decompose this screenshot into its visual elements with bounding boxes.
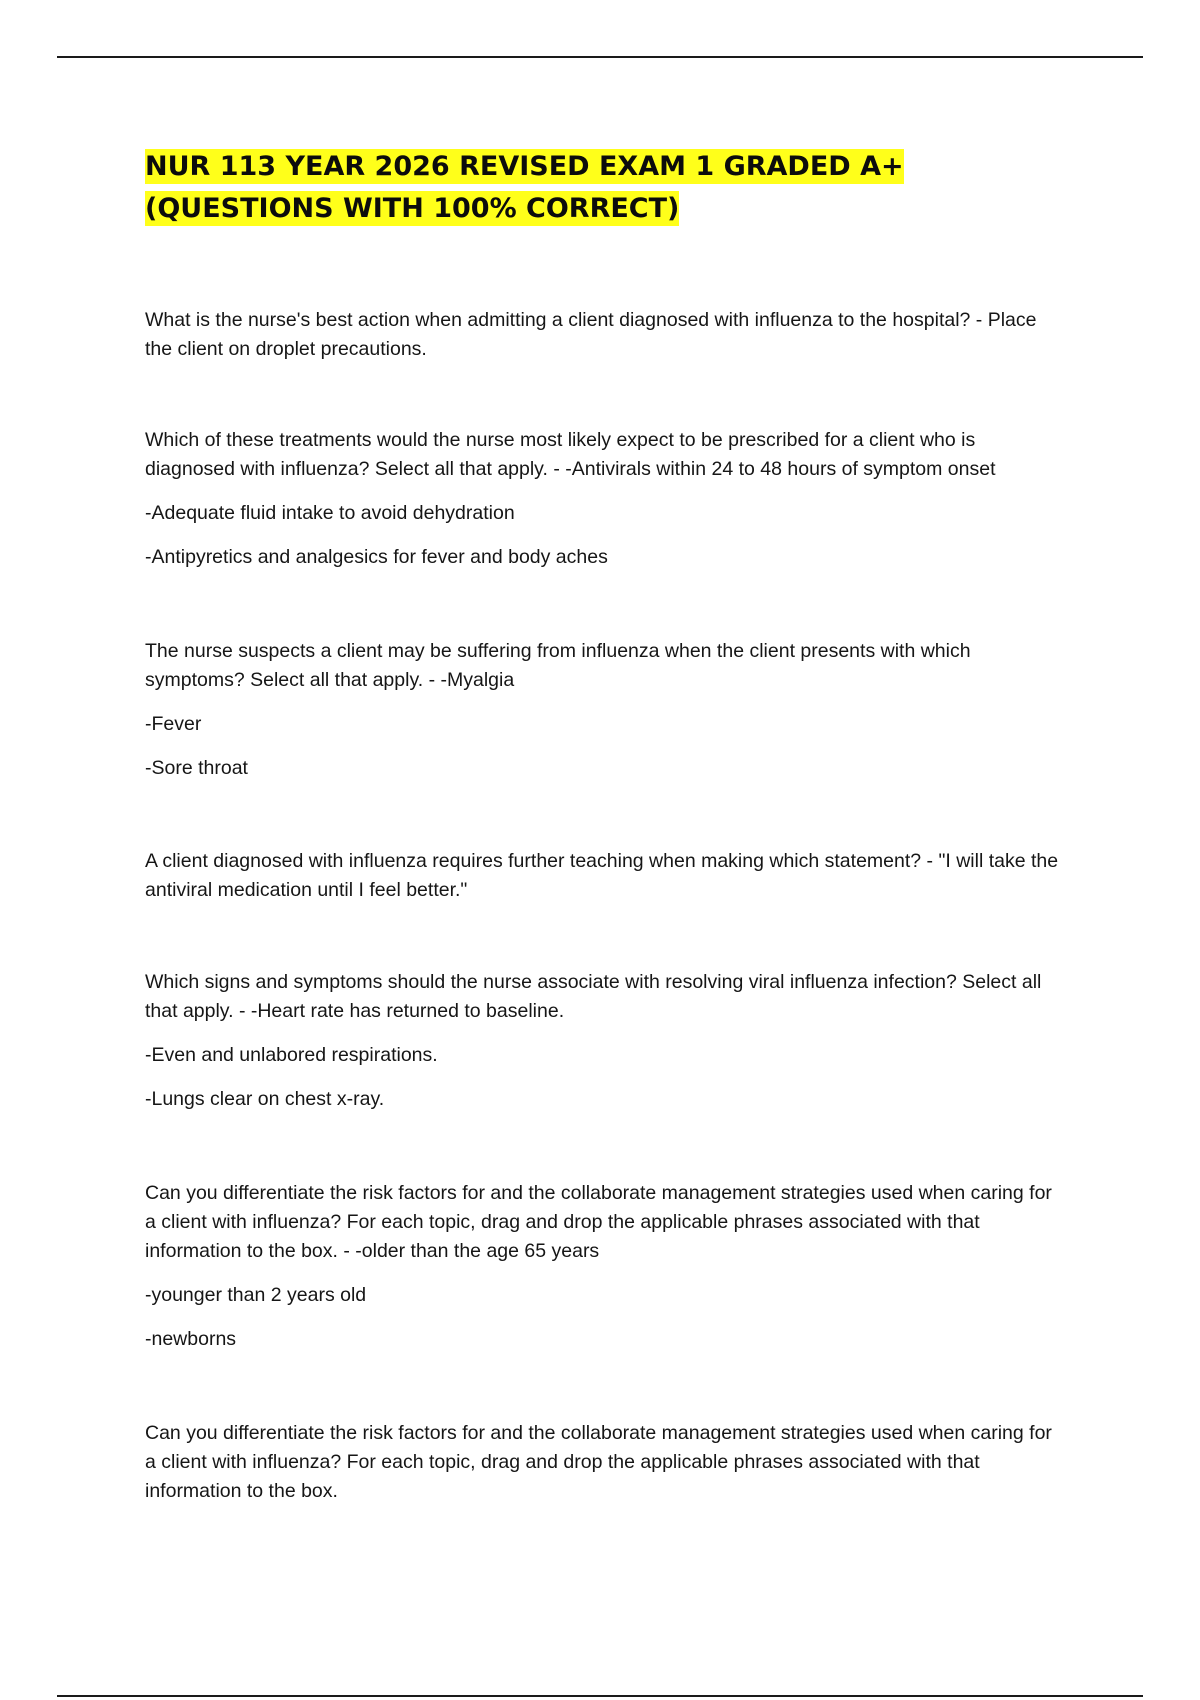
answer-line: -Fever	[145, 713, 202, 735]
question-text: Which signs and symptoms should the nurse associate with resolving viral influenza infection? Select all that apply. - -Heart rate has returned to baseline.	[145, 971, 1042, 1022]
answer-line: -Adequate fluid intake to avoid dehydration	[145, 502, 515, 524]
question-text: Can you differentiate the risk factors for and the collaborate management strategies used when caring for a client with influenza? For each topic, drag and drop the applicable phrases associated with that information to the box.	[145, 1422, 1052, 1502]
title-line-2: (QUESTIONS WITH 100% CORRECT)	[145, 193, 680, 224]
answer-line: -Antipyretics and analgesics for fever and body aches	[145, 546, 608, 568]
question-1	[145, 306, 1065, 364]
footer-rule	[57, 1695, 1143, 1697]
question-7	[145, 1419, 1065, 1506]
question-4	[145, 847, 1065, 905]
question-3	[145, 637, 1065, 783]
question-2	[145, 426, 1065, 572]
question-6	[145, 1179, 1065, 1354]
answer-line: -newborns	[145, 1328, 237, 1350]
answer-line: -Sore throat	[145, 757, 248, 779]
question-text: Which of these treatments would the nurse most likely expect to be prescribed for a client who is diagnosed with influenza? Select all that apply. - -Antivirals within 24 to 48 hours of symptom onset	[145, 429, 996, 480]
question-5	[145, 968, 1065, 1114]
question-text: The nurse suspects a client may be suffering from influenza when the client presents with which symptoms? Select all that apply. - -Myalgia	[145, 640, 971, 691]
question-text: A client diagnosed with influenza requires further teaching when making which statement? - "I will take the antiviral medication until I feel better."	[145, 850, 1059, 901]
question-text: Can you differentiate the risk factors for and the collaborate management strategies used when caring for a client with influenza? For each topic, drag and drop the applicable phrases associated with that information to the box. - -older than the age 65 years	[145, 1182, 1052, 1262]
answer-line: -younger than 2 years old	[145, 1284, 367, 1306]
answer-line: -Lungs clear on chest x-ray.	[145, 1088, 385, 1110]
title-line-1: NUR 113 YEAR 2026 REVISED EXAM 1 GRADED A+	[145, 151, 904, 182]
answer-line: -Even and unlabored respirations.	[145, 1044, 438, 1066]
header-rule	[57, 56, 1143, 58]
question-text: What is the nurse's best action when admitting a client diagnosed with influenza to the hospital? - Place the client on droplet precautions.	[145, 309, 1037, 360]
document-title	[145, 146, 1045, 230]
